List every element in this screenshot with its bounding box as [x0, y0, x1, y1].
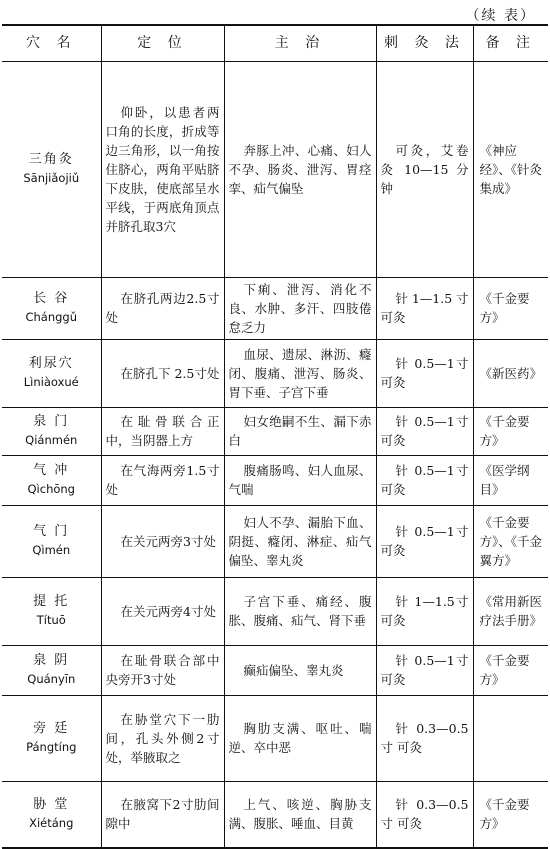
table-row	[2, 277, 548, 339]
point-name: 三角灸	[28, 152, 74, 167]
indications-cell	[224, 61, 376, 277]
indications-cell	[224, 695, 376, 781]
location-text: 在脐孔下 2.5寸处	[120, 365, 220, 381]
point-name: 胁 堂	[33, 797, 70, 813]
acupoint-table-container	[2, 24, 548, 832]
location-cell	[101, 781, 224, 848]
point-name: 提 托	[33, 594, 70, 609]
location-cell	[101, 455, 224, 505]
point-pinyin: Lìniàoxué	[23, 375, 79, 389]
indications-text: 腹痛肠鸣、妇人血尿、气喘	[228, 463, 372, 497]
method-cell	[376, 577, 473, 645]
continuation-label: （续 表）	[465, 8, 536, 24]
location-cell	[101, 339, 224, 407]
point-pinyin: Quányīn	[27, 672, 76, 686]
method-text: 可灸，艾卷灸 10—15 分钟	[380, 142, 469, 196]
note-cell	[473, 339, 548, 407]
point-pinyin: Chánggǔ	[25, 310, 78, 324]
method-cell	[376, 277, 473, 339]
table-row	[2, 61, 548, 277]
method-text: 针 0.5—1寸 可灸	[380, 524, 469, 558]
note-cell	[473, 455, 548, 505]
method-text: 针1—1.5寸 可灸	[380, 291, 469, 325]
location-text: 在气海两旁1.5寸处	[105, 463, 220, 497]
indications-cell	[224, 407, 376, 455]
point-name: 泉 阴	[33, 653, 70, 668]
table-row	[2, 645, 548, 695]
point-name: 利尿穴	[28, 356, 74, 371]
location-text: 仰卧，以患者两口角的长度，折成等边三角形，以一角按住脐心，两角平贴脐下皮肤，使底部呈水平线，于两底角顶点并脐孔取3穴	[105, 104, 220, 234]
method-cell	[376, 695, 473, 781]
note-text: 《千金要方》	[479, 653, 530, 687]
method-text: 针0.3—0.5寸 可灸	[380, 797, 469, 832]
indications-text: 妇女绝嗣不生、漏下赤白	[228, 414, 372, 448]
note-text: 《千金要方》	[479, 291, 530, 325]
location-text: 在胁堂穴下一肋间，孔头外侧2寸处，举腋取之	[105, 711, 220, 765]
point-name-cell	[2, 505, 101, 577]
point-name: 长 谷	[33, 291, 70, 306]
table-row	[2, 695, 548, 781]
table-header-row	[2, 25, 548, 61]
location-cell	[101, 695, 224, 781]
location-cell	[101, 407, 224, 455]
method-cell	[376, 61, 473, 277]
indications-text: 妇人不孕、漏胎下血、阴挺、癃闭、淋症、疝气偏坠、睾丸炎	[228, 514, 372, 568]
method-text: 针 0.5—1寸 可灸	[380, 356, 469, 390]
point-name-cell	[2, 645, 101, 695]
location-text: 在耻骨联合部中央旁开3寸处	[105, 653, 220, 687]
point-pinyin: Títuō	[36, 613, 66, 627]
note-text: 《千金要方》、《千金翼方》	[479, 514, 543, 568]
location-text: 在腋窝下2寸肋间隙中	[105, 797, 220, 832]
indications-cell	[224, 277, 376, 339]
indications-text: 癫疝偏坠、睾丸炎	[243, 662, 344, 678]
note-text: 《千金要方》	[479, 797, 530, 832]
method-text: 针 0.5—1寸 可灸	[380, 653, 469, 687]
location-text: 在脐孔两边2.5寸处	[105, 291, 220, 325]
method-text: 针 1—1.5寸 可灸	[380, 594, 469, 628]
indications-text: 奔豚上冲、心痛、妇人不孕、肠炎、泄泻、胃痉挛、疝气偏坠	[228, 142, 372, 196]
indications-text: 下痢、泄泻、消化不良、水肿、多汗、四肢倦怠乏力	[228, 281, 372, 335]
location-text: 在耻骨联合正中，当阴器上方	[105, 414, 220, 448]
indications-text: 上气、咳逆、胸胁支满、腹胀、唾血、目黄	[228, 797, 372, 832]
method-cell	[376, 339, 473, 407]
header-indications: 主 治	[224, 25, 376, 61]
point-pinyin: Xiétáng	[29, 816, 74, 831]
location-text: 在关元两旁4寸处	[120, 603, 216, 619]
note-cell	[473, 407, 548, 455]
point-pinyin: Sānjiǎojiǔ	[23, 171, 80, 185]
indications-text: 胸肋支满、呕吐、喘逆、卒中恶	[228, 721, 372, 755]
method-cell	[376, 645, 473, 695]
location-cell	[101, 61, 224, 277]
point-name: 泉 门	[33, 414, 70, 429]
point-name-cell	[2, 339, 101, 407]
note-cell	[473, 645, 548, 695]
location-cell	[101, 277, 224, 339]
point-pinyin: Qìchōng	[27, 482, 75, 496]
table-row	[2, 781, 548, 848]
point-name-cell	[2, 577, 101, 645]
indications-cell	[224, 505, 376, 577]
note-text: 《医学纲目》	[479, 463, 530, 497]
location-cell	[101, 577, 224, 645]
note-cell	[473, 277, 548, 339]
method-cell	[376, 505, 473, 577]
table-row	[2, 577, 548, 645]
method-text: 针0.3—0.5寸 可灸	[380, 721, 469, 755]
note-cell	[473, 505, 548, 577]
header-note: 备 注	[473, 25, 548, 61]
point-name: 旁 廷	[33, 721, 70, 736]
method-cell	[376, 781, 473, 848]
header-method: 刺 灸 法	[376, 25, 473, 61]
note-text: 《神应经》、《针灸集成》	[479, 142, 543, 196]
indications-text: 血尿、遗尿、淋沥、癃闭、腹痛、泄泻、肠炎、胃下垂、子宫下垂	[228, 346, 372, 400]
point-pinyin: Pángtíng	[26, 740, 77, 754]
acupoint-table	[2, 24, 548, 849]
point-name: 气 冲	[33, 463, 70, 478]
note-cell	[473, 577, 548, 645]
method-cell	[376, 455, 473, 505]
location-cell	[101, 645, 224, 695]
header-location: 定 位	[101, 25, 224, 61]
location-cell	[101, 505, 224, 577]
point-name-cell	[2, 695, 101, 781]
table-row	[2, 455, 548, 505]
table-row	[2, 407, 548, 455]
point-name-cell	[2, 455, 101, 505]
note-text: 《千金要方》	[479, 414, 530, 448]
note-text: 《新医药》	[479, 365, 543, 381]
indications-cell	[224, 781, 376, 848]
note-cell	[473, 61, 548, 277]
point-pinyin: Qiánmén	[25, 433, 78, 447]
header-point-name: 穴 名	[2, 25, 101, 61]
note-cell	[473, 695, 548, 781]
point-name-cell	[2, 781, 101, 848]
table-row	[2, 505, 548, 577]
indications-cell	[224, 577, 376, 645]
indications-cell	[224, 645, 376, 695]
table-row	[2, 339, 548, 407]
point-name-cell	[2, 61, 101, 277]
point-name: 气 门	[33, 524, 70, 539]
note-cell	[473, 781, 548, 848]
point-pinyin: Qìmén	[32, 543, 71, 557]
indications-cell	[224, 339, 376, 407]
location-text: 在关元两旁3寸处	[120, 533, 216, 549]
indications-text: 子宫下垂、痛经、腹胀、腹痛、疝气、肾下垂	[228, 594, 372, 628]
point-name-cell	[2, 407, 101, 455]
method-text: 针 0.5—1寸 可灸	[380, 414, 469, 448]
note-text: 《常用新医疗法手册》	[479, 594, 543, 628]
method-cell	[376, 407, 473, 455]
method-text: 针 0.5—1寸 可灸	[380, 463, 469, 497]
indications-cell	[224, 455, 376, 505]
point-name-cell	[2, 277, 101, 339]
